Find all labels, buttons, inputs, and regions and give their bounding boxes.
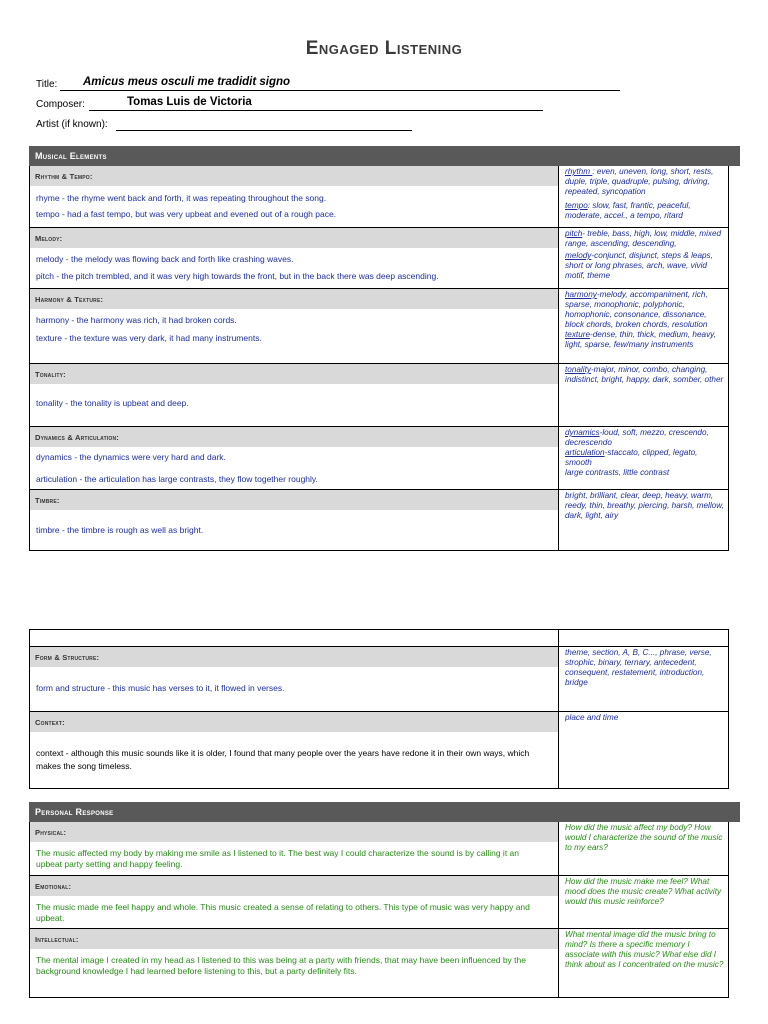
hint-item: pitch- treble, bass, high, low, middle, mixed range, ascending, descending, <box>565 229 722 248</box>
answer-line[interactable]: The music made me feel happy and whole. This music created a sense of relating to others. This type of music was very happy and upbeat. <box>36 902 530 923</box>
hint-item: large contrasts, little contrast <box>565 468 670 477</box>
page-title: Engaged Listening <box>305 38 463 59</box>
row-harmony-texture <box>30 289 728 364</box>
hint-box <box>560 647 728 711</box>
personal-response-table <box>29 822 729 998</box>
hint-item: articulation-staccato, clipped, legato, smooth <box>565 448 698 467</box>
hint-item: bright, brilliant, clear, deep, heavy, warm, reedy, thin, breathy, piercing, harsh, mellow, dark, light, airy <box>565 491 724 520</box>
answer-line[interactable]: rhyme - the rhyme went back and forth, it was repeating throughout the song. <box>36 193 327 203</box>
title-underline <box>60 90 620 91</box>
musical-elements-heading: Musical Elements <box>29 146 740 166</box>
row-label: Harmony & Texture: <box>30 289 558 309</box>
form-context-table <box>29 629 729 789</box>
hint-item: tonality-major, minor, combo, changing, indistinct, bright, happy, dark, somber, other <box>565 365 724 384</box>
row-label: Rhythm & Tempo: <box>30 166 558 186</box>
hint-box <box>560 490 728 550</box>
answer-line[interactable]: tonality - the tonality is upbeat and deep. <box>36 398 189 408</box>
answer-line[interactable]: harmony - the harmony was rich, it had broken cords. <box>36 315 237 325</box>
hint-box <box>560 364 728 426</box>
hint-box <box>560 929 728 997</box>
hint-item: dynamics-loud, soft, mezzo, crescendo, decrescendo <box>565 428 709 447</box>
hint-item: What mental image did the music bring to mind? Is there a specific memory I associate with this music? What else did I think about as I concentrated on the music? <box>565 930 724 969</box>
answer-line[interactable]: texture - the texture was very dark, it had many instruments. <box>36 333 262 343</box>
answer-line[interactable]: form and structure - this music has verses to it, it flowed in verses. <box>36 683 285 693</box>
answer-line[interactable]: articulation - the articulation has large contrasts, they flow together roughly. <box>36 474 318 484</box>
title-label: Title: <box>36 79 58 90</box>
row-emotional <box>30 876 728 929</box>
artist-underline <box>116 130 412 131</box>
hint-box <box>560 289 728 363</box>
hint-item: theme, section, A, B, C..., phrase, verse, strophic, binary, ternary, antecedent, consequent, restatement, introduction, bridge <box>565 648 712 687</box>
row-label: Intellectual: <box>30 929 558 949</box>
composer-underline <box>89 110 543 111</box>
answer-line[interactable]: pitch - the pitch trembled, and it was very high towards the front, but in the back there was deep ascending. <box>36 271 439 281</box>
hint-item: texture-dense, thin, thick, medium, heavy, light, sparse, few/many instruments <box>565 330 716 349</box>
musical-elements-table <box>29 166 729 551</box>
composer-label: Composer: <box>36 99 85 110</box>
artist-label: Artist (if known): <box>36 119 108 130</box>
hint-item: How did the music make me feel? What mood does the music create? What activity would this music reinforce? <box>565 877 722 906</box>
answer-line[interactable]: dynamics - the dynamics were very hard and dark. <box>36 452 226 462</box>
row-dynamics-articulation <box>30 427 728 490</box>
title-value[interactable]: Amicus meus osculi me tradidit signo <box>83 76 291 88</box>
row-label: Form & Structure: <box>30 647 558 667</box>
hint-item: tempo: slow, fast, frantic, peaceful, moderate, accel., a tempo, ritard <box>565 201 691 220</box>
row-label: Context: <box>30 712 558 732</box>
answer-line[interactable]: timbre - the timbre is rough as well as bright. <box>36 525 204 535</box>
hint-item: place and time <box>565 713 619 722</box>
row-timbre <box>30 490 728 550</box>
row-label: Emotional: <box>30 876 558 896</box>
answer-line[interactable]: The mental image I created in my head as I listened to this was being at a party with friends, that may have been influenced by the background knowledge I had learned before listening to this, but a party definitely fits. <box>36 955 526 976</box>
composer-value[interactable]: Tomas Luis de Victoria <box>127 96 252 108</box>
answer-line[interactable]: The music affected my body by making me smile as I listened to it. The best way I could characterize the sound is by calling it an upbeat party setting and happy feeling. <box>36 848 520 869</box>
hint-item: harmony-melody, accompaniment, rich, sparse, monophonic, polyphonic, homophonic, consonance, dissonance, block chords, broken chords, resolution <box>565 290 708 329</box>
row-context <box>30 712 728 788</box>
row-intellectual <box>30 929 728 997</box>
row-form-structure <box>30 647 728 712</box>
row-blank <box>30 630 728 647</box>
row-melody <box>30 228 728 289</box>
hint-box <box>560 712 728 788</box>
answer-line[interactable]: context - although this music sounds like it is older, I found that many people over the years have redone it in their own ways, which makes the song timeless. <box>36 748 530 771</box>
row-rhythm-tempo <box>30 166 728 228</box>
row-physical <box>30 822 728 876</box>
row-label: Tonality: <box>30 364 558 384</box>
answer-line[interactable]: tempo - had a fast tempo, but was very upbeat and evened out of a rough pace. <box>36 209 337 219</box>
answer-line[interactable]: melody - the melody was flowing back and forth like crashing waves. <box>36 254 294 264</box>
personal-response-heading: Personal Response <box>29 802 740 822</box>
row-label: Timbre: <box>30 490 558 510</box>
hint-item: How did the music affect my body? How would I characterize the sound of the music to my ears? <box>565 823 723 852</box>
row-label: Physical: <box>30 822 558 842</box>
hint-item: rhythm : even, uneven, long, short, rests, duple, triple, quadruple, pulsing, driving, repeated, syncopation <box>565 167 714 196</box>
row-label: Melody: <box>30 228 558 248</box>
hint-item: melody-conjunct, disjunct, steps & leaps, short or long phrases, arch, wave, vivid motif, theme <box>565 251 713 280</box>
hint-box <box>560 166 728 227</box>
hint-box <box>560 427 728 489</box>
hint-box <box>560 228 728 288</box>
row-tonality <box>30 364 728 427</box>
hint-box <box>560 822 728 875</box>
row-label: Dynamics & Articulation: <box>30 427 558 447</box>
hint-box <box>560 876 728 928</box>
